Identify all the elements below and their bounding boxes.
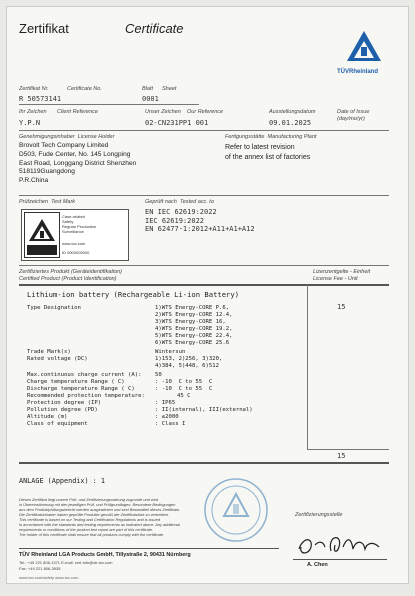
- signer-name: A. Chen: [307, 562, 328, 568]
- title-de: Zertifikat: [19, 21, 69, 36]
- spec-value: : II(internal), III(external): [155, 407, 253, 413]
- tested-label-en: Tested acc. to: [179, 199, 214, 205]
- spec-key: Charge temperature Range ( C): [27, 379, 125, 385]
- legal-line: in accordance with the standards and testing requirements as indicated above. Any additional: [19, 522, 180, 527]
- tuv-mark-icon: [25, 213, 59, 257]
- plant-label-de: Fertigungsstätte: [225, 134, 265, 140]
- spec-value: 50: [155, 372, 162, 378]
- legal-line: This certificate is based on our Testing and Certification Regulations and is issued: [19, 517, 160, 522]
- sheet-label-en: Sheet: [162, 86, 177, 92]
- product-label-de: Zertifiziertes Produkt (Geräteidentifikation): [19, 269, 123, 275]
- spec-key: Type Designation: [27, 305, 81, 311]
- product-label-en: Certified Product (Product Identification): [19, 276, 117, 282]
- holder-line: P.R.China: [19, 177, 49, 185]
- sheet-number: 0001: [142, 95, 159, 103]
- fee-label-en: License Fee - Unit: [313, 276, 358, 282]
- test-mark-logo: [24, 212, 60, 258]
- plant-label-en: Manufacturing Plant: [267, 134, 317, 140]
- spec-value: : IP65: [155, 400, 176, 406]
- standard-line: EN IEC 62619:2022: [145, 208, 217, 216]
- spec-value: : -10 C to 55 C: [155, 379, 213, 385]
- license-fee-value: 15: [337, 303, 346, 311]
- spec-key: Altitude (m): [27, 414, 68, 420]
- test-mark-id: ID 0000000000: [62, 250, 90, 255]
- spec-value: : -10 C to 55 C: [155, 386, 213, 392]
- standard-line: IEC 62619:2022: [145, 216, 205, 225]
- holder-label-en: License Holder: [77, 134, 115, 140]
- spec-key: Trade Mark(s): [27, 349, 71, 355]
- tuv-triangle-icon: [343, 29, 385, 69]
- our-ref-value: 02-CN231PP1 001: [145, 119, 209, 127]
- holder-line: East Road, Longgang District Shenzhen: [19, 159, 137, 167]
- reg-label-de: Zertifikat Nr.: [19, 86, 49, 92]
- spec-value: 1)WTS Energy-CORE P.6,: [155, 305, 230, 311]
- client-ref-label-de: Ihr Zeichen: [19, 109, 47, 115]
- holder-line: 518119Guangdong: [19, 168, 75, 176]
- tested-standards: [145, 208, 255, 234]
- test-mark-desc: [62, 214, 96, 234]
- spec-key: Rated voltage (DC): [27, 356, 88, 362]
- plant-line: Refer to latest revision: [225, 144, 295, 151]
- signer-label: Zertifizierungsstelle: [295, 512, 343, 518]
- holder-line: Brovolt Tech Company Limited: [19, 142, 109, 149]
- tuv-logo: [343, 29, 385, 69]
- client-ref-value: Y.P.N: [19, 119, 41, 127]
- reg-number: R 50573141: [19, 95, 62, 103]
- annex-value: : 1: [92, 477, 105, 485]
- spec-value: 1)153, 2)256, 3)320,: [155, 356, 223, 362]
- client-ref-label-en: Client Reference: [57, 109, 98, 115]
- footer-urls: www.tuv.com/safety www.tuv.com: [19, 575, 79, 580]
- spec-key: Protection degree (IP): [27, 400, 102, 406]
- handwritten-signature-icon: [293, 527, 385, 559]
- annex-label-en: (Appendix): [47, 477, 89, 485]
- test-mark-label-en: Test Mark: [51, 199, 76, 205]
- tuv-logo-text: TÜVRheinland: [337, 69, 379, 75]
- mark-desc-line: Safety: [62, 219, 74, 224]
- legal-line: Die Zertifikatsinhaber haben geprüfte Produkte gemäß der Zertifikatsliste zu vertreiben.: [19, 512, 170, 517]
- tested-label-de: Geprüft nach: [145, 199, 177, 205]
- spec-value: 2)WTS Energy-CORE 12.4,: [155, 312, 233, 318]
- spec-key: Recommended protection temperature:: [27, 393, 145, 399]
- our-ref-label-de: Unser Zeichen: [145, 109, 181, 115]
- spec-key: Max.continuous charge current (A):: [27, 372, 142, 378]
- product-name: Lithium-ion battery (Rechargeable Li-ion Battery): [27, 290, 240, 299]
- spec-key: Discharge temperature Range ( C): [27, 386, 135, 392]
- spec-value: : ≤2000: [155, 414, 179, 420]
- annex-line: [19, 477, 105, 485]
- legal-line: The holder of this certificate shall ensure that all products comply with the certificate.: [19, 532, 165, 537]
- spec-value: 45 C: [177, 393, 191, 399]
- legal-line: in Übereinstimmung mit den jeweiligen Prüf- und Prüfgrundlagen. Besondere Bedingungen: [19, 502, 176, 507]
- legal-line: requirements or conditions of the product test report are part of this certificate.: [19, 527, 154, 532]
- mark-desc-line: Case-related: [62, 214, 85, 219]
- spec-key: Pollution degree (PD): [27, 407, 98, 413]
- license-holder-address: [19, 142, 136, 186]
- mark-desc-line: Regular Production: [62, 224, 97, 229]
- sheet-label-de: Blatt: [142, 86, 154, 92]
- test-mark-url: www.tuv.com: [62, 241, 86, 246]
- plant-line: of the annex list of factories: [225, 154, 311, 161]
- our-ref-label-en: Our Reference: [187, 109, 224, 115]
- seal-stamp-icon: [203, 477, 269, 543]
- spec-value: 4)384, 5)448, 6)512: [155, 363, 219, 369]
- certificate-page: [6, 6, 409, 584]
- holder-label-de: Genehmigungsinhaber: [19, 134, 75, 140]
- test-mark-label-de: Prüfzeichen: [19, 199, 49, 205]
- official-seal: [203, 477, 269, 543]
- spec-value: : Class I: [155, 421, 186, 427]
- annex-label-de: ANLAGE: [19, 477, 44, 485]
- test-mark-box: [21, 209, 129, 261]
- issuer-fax: Fax: +49 221 806-3935: [19, 566, 61, 571]
- holder-line: D503, Fude Center, No. 145 Longping: [19, 150, 131, 158]
- date-label-en: Date of Issue: [337, 109, 370, 115]
- legal-line: aus dem Produktprüfungsbericht werden ausgewiesen und sind Bestandteil dieses Zertifikats.: [19, 507, 181, 512]
- mark-desc-line: Surveillance: [62, 229, 84, 234]
- license-fee-total: 15: [337, 452, 346, 460]
- manufacturing-plant: [225, 143, 310, 163]
- fee-label-de: Lizenzentgelte - Einheit: [313, 269, 371, 275]
- date-label-de: Ausstellungsdatum: [269, 109, 316, 115]
- spec-value: 3)WTS Energy-CORE 16,: [155, 319, 226, 325]
- signature-image: [293, 527, 385, 559]
- standard-line: EN 62477-1:2012+A11+A1+A12: [145, 225, 255, 233]
- spec-value: 6)WTS Energy-CORE 25.6: [155, 340, 230, 346]
- spec-value: Wintersun: [155, 349, 186, 355]
- title-en: Certificate: [125, 21, 184, 36]
- spec-value: 4)WTS Energy-CORE 19.2,: [155, 326, 233, 332]
- spec-value: 5)WTS Energy-CORE 22.4,: [155, 333, 233, 339]
- reg-label-en: Certificate No.: [67, 86, 102, 92]
- date-of-issue: 09.01.2025: [269, 119, 312, 127]
- legal-line: Dieses Zertifikat liegt unsere Prüf- und Zertifizierungsordnung zugrunde und wird: [19, 497, 159, 502]
- issuer-company: TÜV Rheinland LGA Products GmbH, Tillystraße 2, 90431 Nürnberg: [19, 552, 191, 558]
- issuer-contact: Tel.: +49 221 806-1371 E-mail: cert-info@de.tuv.com: [19, 560, 113, 565]
- date-format-hint: (day/mo/yr): [337, 116, 365, 122]
- spec-key: Class of equipment: [27, 421, 88, 427]
